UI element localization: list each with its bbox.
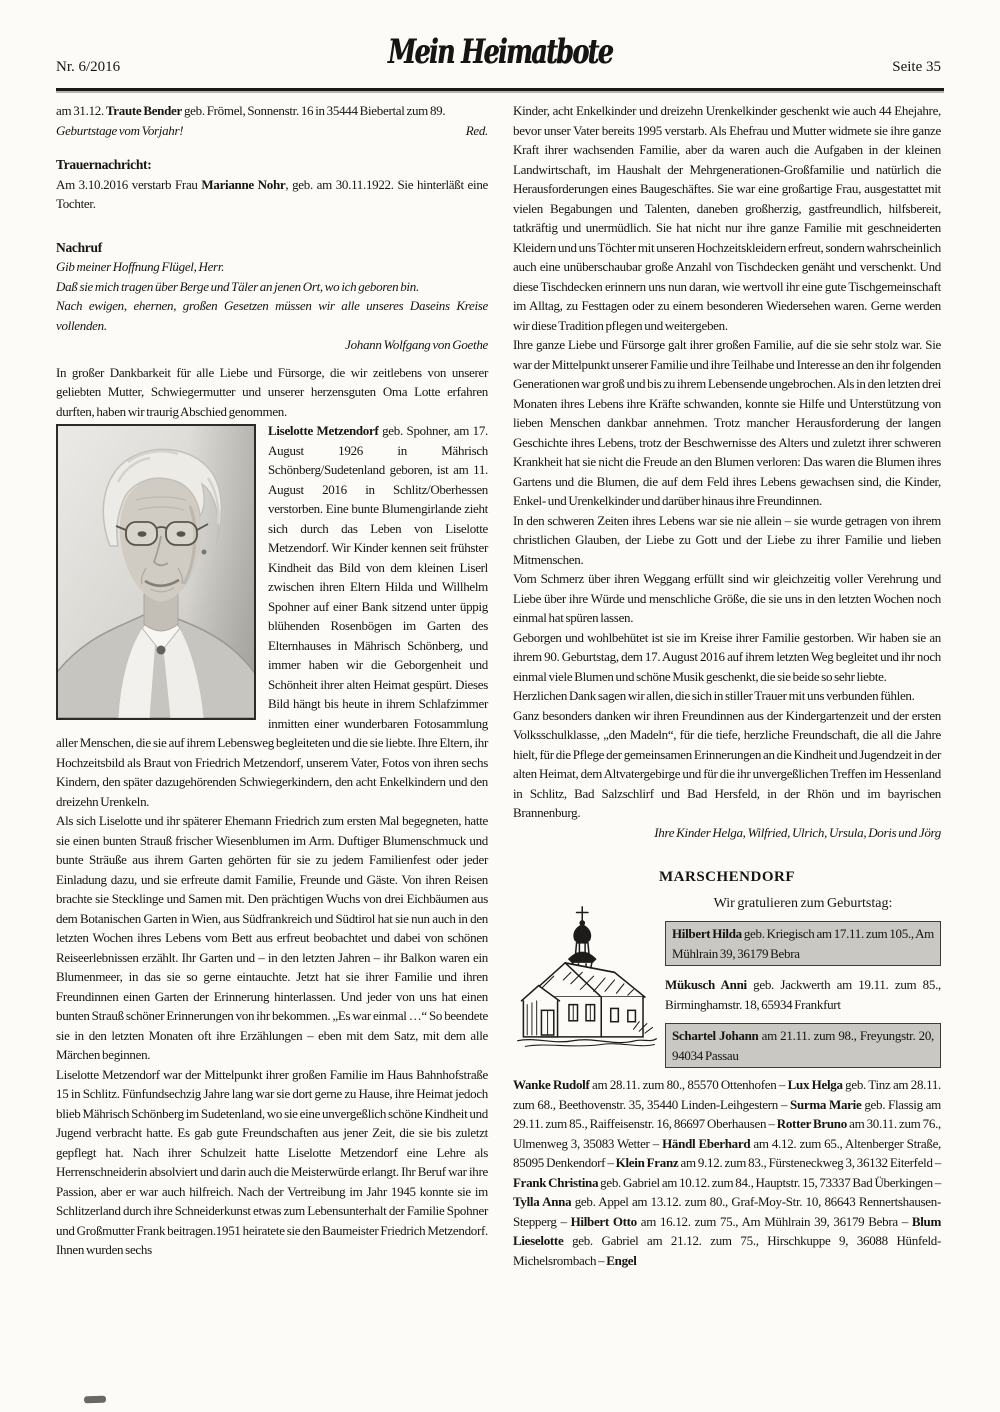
obituary-paragraph [56, 421, 488, 811]
birthday-carryover: am 31.12. Traute Bender geb. Frömel, Sonnenstr. 16 in 35444 Biebertal zum 89. [56, 103, 446, 118]
marschendorf-body [513, 894, 941, 1069]
obituary-continued: Kinder, acht Enkelkinder und dreizehn Urenkelkinder geschenkt wie auch 44 Ehejahre, bevor unser Vater bereits 1995 verstarb. Als Ehefrau und Mutter widmete sie ihre ganze Kraft ihrer wachsenden Familie, aber da waren auch die Aufgaben in der kleinen Landwirtschaft, im Haushalt der Mehrgenerationen-Großfamilie und natürlich die Herausforderungen eines Baugeschäftes. Sie war eine großartige Frau, ausgestattet mit vielen Begabungen und Talenten, daneben großherzig, gastfreundlich, hilfsbereit, tatkräftig und unermüdlich. Sie hat nicht nur ihre ganze Familie mit geschneiderten Kleidern und uns Töchter mit unseren Hochzeitskleidern erfreut, sondern wahrscheinlich auch eine unüberschaubar große Anzahl von Tischdecken genäht und verschenkt. Und diese Tischdecken erinnern uns nun daran, wie wertvoll ihr eine gute Tischgemeinschaft im Alltag, zu Festtagen oder zu einem besonderen Wiedersehen waren. Gerne werden wir diese Tradition pflegen und weitergeben. [513, 103, 941, 333]
poem-author: Johann Wolfgang von Goethe [345, 337, 488, 352]
marschendorf-heading: MARSCHENDORF [659, 869, 795, 885]
poem-line: Daß sie mich tragen über Berge und Täler an jenen Ort, wo ich geboren bin. [56, 278, 419, 294]
spacer [56, 214, 488, 238]
trauernachricht-heading: Trauernachricht: [56, 157, 152, 172]
birthday-list: Wanke Rudolf am 28.11. zum 80., 85570 Ottenhofen – Lux Helga geb. Tinz am 28.11. zum 68., Beethovenstr. 35, 35440 Linden-Leihgestern – Surma Marie geb. Flassig am 29.11. zum 85., Raiffeisenstr. 16, 86697 Oberhausen – Rotter Bruno am 30.11. zum 76., Ulmenweg 3, 35083 Wetter – Händl Eberhard am 4.12. zum 65., Altenberger Straße, 85095 Denkendorf – Klein Franz am 9.12. zum 83., Fürsteneckweg 3, 36132 Eiterfeld – Frank Christina geb. Gabriel am 10.12. zum 84., Hauptstr. 15, 73337 Bad Überkingen – Tylla Anna geb. Appel am 13.12. zum 80., Graf-Moy-Str. 10, 86643 Rennertshausen-Stepperg – Hilbert Otto am 16.12. zum 75., Am Mühlrain 39, 36179 Bebra – Blum Lieselotte geb. Gabriel am 21.12. zum 75., Hirschkuppe 9, 36088 Hünfeld-Michelsrombach – Engel [513, 1077, 942, 1268]
left-column [56, 101, 488, 1270]
signature-line: Ihre Kinder Helga, Wilfried, Ulrich, Ursula, Doris und Jörg [654, 824, 941, 840]
spacer [56, 140, 488, 155]
flowers-paragraph: Als sich Liselotte und ihr späterer Ehemann Friedrich zum ersten Mal begegneten, hatte sie einen bunten Strauß frischer Wiesenblumen im Arm. Duftiger Blumenschmuck und bunte Sträuße aus ihrem Garten gehörten für sie zu jedem Familienfest oder jeder Einladung dazu, und sie erfreute damit Familie, Freunde und Gäste. Von ihren Reisen brachte sie Stecklinge und Samen mit. Den prächtigen Wuchs von drei Eichbäumen aus dem Botanischen Garten in Wien, aus Südfrankreich und Südtirol hat sie nun auch in den letzten Wochen ihres Lebens vom Bett aus erfreut beobachtet und dabei von schönen Reiseerlebnissen erzählt. Ihr Garten und – in den letzten Jahren – ihr Balkon waren ein Blumenmeer, in das sie so gerne eintauchte. Jetzt hat sie ihrer Familie und ihren Freundinnen einen Garten der Erinnerung hinterlassen. Und jeder von uns hat einen bunten Strauß schöner Erinnerungen von ihr bekommen. „Es war einmal …“ So beendete sie in den letzten Monaten oft ihre Erzählungen – eben mit dem Satz, mit dem alle Märchen beginnen. [56, 813, 488, 1062]
page-header [0, 0, 1000, 88]
vorjahr-note: Geburtstage vom Vorjahr! [56, 122, 184, 138]
masthead-logo [363, 34, 637, 70]
marschendorf-section [513, 868, 941, 1068]
vorjahr-note-line [56, 121, 488, 141]
obituary-paragraph-5: Geborgen und wohlbehütet ist sie im Kreise ihrer Familie gestorben. Wir haben sie an ihrem 90. Geburtstag, dem 17. August 2016 auf ihrem letzten Weg begleitet und ihr noch einmal viele Blumen und schöne Musik geschenkt, die sie beide so sehr liebte. [513, 629, 941, 684]
church-illustration [513, 904, 661, 1054]
birthday-entry-boxed: Hilbert Hilda geb. Kriegisch am 17.11. zum 105., Am Mühlrain 39, 36179 Bebra [665, 921, 941, 966]
obituary-paragraph-2: Ihre ganze Liebe und Fürsorge galt ihrer großen Familie, auf die sie sehr stolz war. Sie war der Mittelpunkt unserer Familie und ihre Teilhabe und Interesse an den ihr folgenden Generationen war groß und bis zu ihrem Lebensende ungebrochen. Als in den letzten drei Monaten ihres Lebens ihre Kräfte schwanden, konnte sie Hilfe und Unterstützung von lieben Menschen dankbar annehmen. Trotz mancher Herausforderung der langen Geschichte ihres Lebens, trotz der Beschwernisse des Alters und zuletzt ihrer schweren Krankheit hat sie nicht die Freude an den Blumen verloren: Das waren die Blumen ihres Gartens und die Blumen, die auf dem Feld ihres Lebens gewachsen sind, die Kinder, Enkel- und Urenkelkinder und darüber hinaus ihre Freundinnen. [513, 337, 941, 508]
schlitz-paragraph: Liselotte Metzendorf war der Mittelpunkt ihrer großen Familie im Haus Bahnhofstraße 15 in Schlitz. Fünfundsechzig Jahre lang war sie dort gerne zu Hause, ihre Heimat jedoch blieb Mährisch Schönberg im Sudetenland, wo sie eine unvergeßlich schöne Kindheit und Jugend verbracht hatte. Es gab gute Freundschaften aus jener Zeit, die sie bis zuletzt gepflegt hat. Nach ihrer Schulzeit hatte Liselotte Metzendorf eine Lehre als Herrenschneiderin absolviert und darin auch die Meisterwürde erlangt. Ihr Beruf war ihre Passion, aber er war auch hilfreich. Nach der Vertreibung im Jahr 1945 konnte sie im Schlitzerland durch ihre Schneiderkunst etwas zum Lebensunterhalt der Familie Spohner und Großmutter Frank beitragen.1951 heiratete sie den Baumeister Friedrich Metzendorf. Ihnen wurden sechs [56, 1066, 488, 1257]
poem-line: Gib meiner Hoffnung Flügel, Herr. [56, 259, 225, 274]
scan-artifact [84, 1396, 106, 1404]
poem-line: Nach ewigen, ehernen, großen Gesetzen müssen wir alle unseres Daseins Kreise vollenden. [56, 298, 488, 333]
birthday-entry-boxed: Schartel Johann am 21.11. zum 98., Freyungstr. 20, 94034 Passau [665, 1023, 941, 1068]
birthday-entry: Mükusch Anni geb. Jackwerth am 19.11. zum 85., Birminghamstr. 18, 65934 Frankfurt [665, 977, 941, 1012]
page-number: Seite 35 [892, 59, 941, 75]
congrats-intro: Wir gratulieren zum Geburtstag: [713, 895, 893, 911]
spacer [513, 842, 941, 866]
trauernachricht-text: Am 3.10.2016 verstarb Frau Marianne Nohr, geb. am 30.11.1922. Sie hinterläßt eine Tochter. [56, 176, 489, 211]
columns [0, 91, 1000, 1270]
right-column [513, 101, 941, 1270]
issue-number: Nr. 6/2016 [56, 59, 121, 75]
portrait-photo [56, 424, 256, 720]
obituary-paragraph-6: Herzlichen Dank sagen wir allen, die sich in stiller Trauer mit uns verbunden fühlen. [513, 688, 915, 703]
obituary-text: Liselotte Metzendorf geb. Spohner, am 17. August 1926 in Mährisch Schönberg/Sudetenland geboren, ist am 11. August 2016 in Schlitz/Oberhessen verstorben. Eine bunte Blumengirlande zieht sich durch das Leben von Liselotte Metzendorf. Wir Kinder kennen seit frühster Kindheit das Bild von dem kleinen Liserl zwischen ihren Eltern Hilda und Willhelm Spohner auf einer Bank sitzend unter üppig blühenden Rosenbögen im Garten des Elternhauses in Mährisch Schönberg, und immer haben wir die Geborgenheit und Schönheit ihrer alten Heimat gespürt. Dieses Bild hängt bis heute in ihrem Schlafzimmer inmitten einer wunderbaren Fotosammlung aller Menschen, die sie auf ihrem Lebensweg begleiteten und die sie liebte. Ihre Eltern, ihr Hochzeitsbild als Braut von Friedrich Metzendorf, unserem Vater, Fotos von ihren sechs Kindern, den später dazugehörenden Schwiegerkindern, den acht Enkelkindern und den dreizehn Urenkeln. [56, 423, 488, 809]
obituary-paragraph-4: Vom Schmerz über ihren Weggang erfüllt sind wir gleichzeitig voller Verehrung und Liebe über ihre Würde und menschliche Größe, die sie uns in den letzten Wochen noch einmal hat spüren lassen. [513, 571, 941, 625]
obituary-paragraph-3: In den schweren Zeiten ihres Lebens war sie nie allein – sie wurde getragen von ihrem christlichen Glauben, der Liebe zu Gott und der Liebe zu ihrer Familie und lieben Mitmenschen. [513, 512, 941, 567]
nachruf-heading: Nachruf [56, 239, 102, 255]
obituary-paragraph-7: Ganz besonders danken wir ihren Freundinnen aus der Kindergartenzeit und der ersten Volksschulklasse, „den Madeln“, für die tiefe, herzliche Freundschaft, die all die Jahre hielt, für die Pflege der gemeinsamen Erinnerungen an die Kindheit und Jugendzeit in der alten Heimat, dem Altvatergebirge und für die ihr unvergeßlichen Treffen im Hessenland in Schlitz, Bad Salzschlirf und Bad Hersfeld, in der Rhön und im bayrischen Brannenburg. [513, 707, 941, 820]
marschendorf-content [665, 894, 941, 1069]
spacer [56, 355, 488, 363]
thanks-paragraph: In großer Dankbarkeit für alle Liebe und Fürsorge, die wir zeitlebens von unserer geliebten Mutter, Schwiegermutter und unserer herzensguten Oma Lotte erfahren durften, haben wir traurig Abschied genommen. [56, 364, 488, 419]
redaktion-note: Red. [465, 122, 488, 138]
masthead-title: Mein Heimatbote [387, 32, 613, 72]
portrait-illustration [58, 426, 254, 718]
